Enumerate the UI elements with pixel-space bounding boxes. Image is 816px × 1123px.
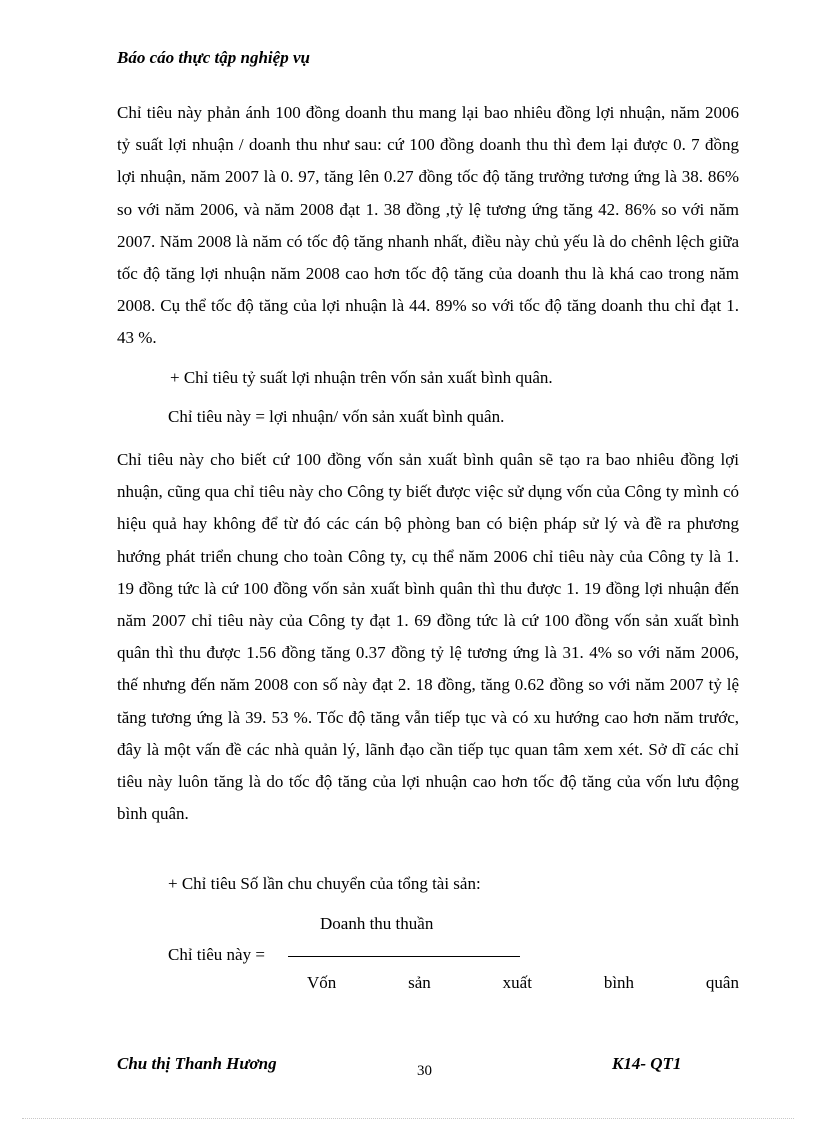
denominator-word: Vốn: [307, 973, 337, 992]
footer-page-number: 30: [417, 1063, 432, 1079]
formula-denominator: [307, 973, 739, 993]
paragraph-profit-on-revenue: Chỉ tiêu này phản ánh 100 đồng doanh thu mang lại bao nhiêu đồng lợi nhuận, năm 2006 tỷ suất lợi nhuận / doanh thu như sau: cứ 100 đồng doanh thu thì đem lại được 0. 7 đồng lợi nhuận, năm 2007 là 0. 97, tăng lên 0.27 đồng tốc độ tăng trưởng tương ứng là 38. 86% so với năm 2006, và năm 2008 đạt 1. 38 đồng ,tỷ lệ tương ứng tăng 42. 86% so với năm 2007. Năm 2008 là năm có tốc độ tăng nhanh nhất, điều này chủ yếu là do chênh lệch giữa tốc độ tăng lợi nhuận năm 2008 cao hơn tốc độ tăng của doanh thu là khá cao trong năm 2008. Cụ thể tốc độ tăng của lợi nhuận là 44. 89% so với tốc độ tăng doanh thu chỉ đạt 1. 43 %.: [117, 103, 739, 348]
item-profit-on-capital: + Chỉ tiêu tỷ suất lợi nhuận trên vốn sản xuất bình quân.: [170, 368, 553, 387]
formula-profit-on-capital: Chỉ tiêu này = lợi nhuận/ vốn sản xuất bình quân.: [168, 407, 505, 426]
page-bottom-edge: [22, 1118, 794, 1119]
denominator-word: xuất: [502, 973, 532, 992]
fraction-bar: [288, 956, 520, 957]
footer-author: Chu thị Thanh Hương: [117, 1054, 277, 1073]
formula-numerator: Doanh thu thuần: [320, 914, 434, 933]
formula-label: Chỉ tiêu này =: [168, 945, 265, 964]
footer-class-code: K14- QT1: [612, 1054, 682, 1073]
page-header-title: Báo cáo thực tập nghiệp vụ: [117, 48, 310, 67]
denominator-word: sản: [408, 973, 431, 992]
item-asset-turnover: + Chỉ tiêu Số lần chu chuyển của tổng tài sản:: [168, 874, 481, 893]
denominator-word: quân: [705, 973, 739, 992]
paragraph-profit-on-capital: Chỉ tiêu này cho biết cứ 100 đồng vốn sản xuất bình quân sẽ tạo ra bao nhiêu đồng lợi nhuận, cũng qua chỉ tiêu này cho Công ty biết được việc sử dụng vốn của Công ty mình có hiệu quả hay không để từ đó các cán bộ phòng ban có biện pháp sử lý và đề ra phương hướng phát triển chung cho toàn Công ty, cụ thể năm 2006 chỉ tiêu này của Công ty là 1. 19 đồng tức là cứ 100 đồng vốn sản xuất bình quân thì thu được 1. 19 đồng lợi nhuận đến năm 2007 chỉ tiêu này của Công ty đạt 1. 69 đồng tức là cứ 100 đồng vốn sản xuất bình quân thì thu được 1.56 đồng tăng 0.37 đồng tỷ lệ tương ứng là 31. 4% so với năm 2006, thế nhưng đến năm 2008 con số này đạt 2. 18 đồng, tăng 0.62 đồng so với năm 2007 tỷ lệ tăng tương ứng là 39. 53 %. Tốc độ tăng vẫn tiếp tục và có xu hướng cao hơn năm trước, đây là một vấn đề các nhà quản lý, lãnh đạo cần tiếp tục quan tâm xem xét. Sở dĩ các chỉ tiêu này luôn tăng là do tốc độ tăng của lợi nhuận cao hơn tốc độ tăng của vốn lưu động bình quân.: [117, 450, 739, 824]
denominator-word: bình: [603, 973, 635, 992]
